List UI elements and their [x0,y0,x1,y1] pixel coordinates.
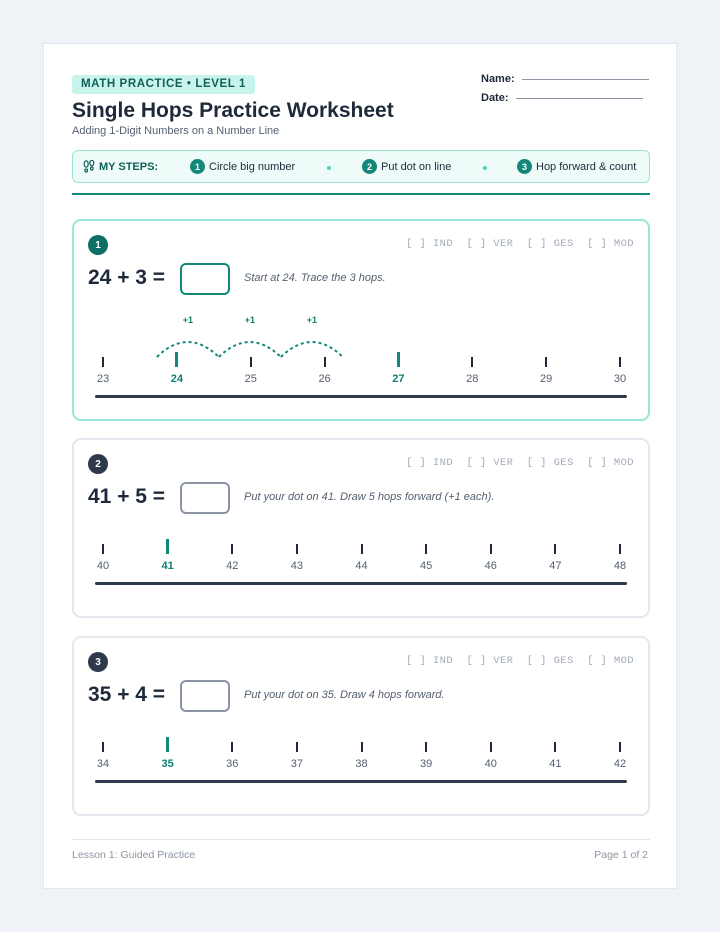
number-line-tick [231,742,233,752]
number-line-label: 24 [170,373,183,385]
number-line-tick [425,742,427,752]
number-line-label: 25 [244,373,257,385]
steps-bar [72,150,650,183]
hop-label: +1 [306,315,317,325]
problem-card-1 [72,219,650,421]
instruction: Put your dot on 41. Draw 5 hops forward (+1 each). [244,491,495,503]
number-line-axis [95,582,627,585]
name-label: Name: [481,73,515,85]
assessment-codes: [ ] IND [ ] VER [ ] GES [ ] MOD [406,655,634,667]
number-line-label: 35 [161,758,174,770]
number-line-label: 29 [540,373,553,385]
number-line-label: 39 [420,758,433,770]
number-line-tick [619,357,621,367]
number-line-label: 43 [290,560,303,572]
problem-card-2 [72,438,650,618]
assessment-codes: [ ] IND [ ] VER [ ] GES [ ] MOD [406,457,634,469]
number-line-label: 41 [161,560,174,572]
number-line-label: 42 [613,758,627,770]
hop-arc [157,342,219,357]
date-label: Date: [481,92,509,104]
footer-right: Page 1 of 2 [594,849,648,861]
number-line-label: 47 [549,560,562,572]
hop-arcs [74,221,652,423]
number-line-tick [361,742,363,752]
number-line-label: 42 [226,560,239,572]
hop-arc [219,342,281,357]
step-3 [517,159,636,174]
instruction: Put your dot on 35. Draw 4 hops forward. [244,689,445,701]
number-line-tick [296,544,298,554]
equation: 35 + 4 = [88,683,166,706]
number-line-tick [471,357,473,367]
number-line-axis [95,780,627,783]
hop-label: +1 [182,315,193,325]
number-line-label: 38 [355,758,368,770]
footprints-icon [83,160,95,173]
number-line-label: 37 [290,758,303,770]
number-line-label: 34 [96,758,110,770]
name-field[interactable] [522,79,649,80]
problem-number-badge: 2 [88,454,108,474]
number-line-label: 23 [96,373,110,385]
step-2 [362,159,451,174]
step-separator [327,166,331,170]
number-line-tick [619,742,621,752]
number-line-tick [296,742,298,752]
number-line-label: 48 [613,560,627,572]
steps-header [83,160,158,173]
answer-box[interactable] [180,680,230,712]
number-line-tick [397,352,400,367]
problem-card-3 [72,636,650,816]
number-line-tick [102,742,104,752]
number-line-tick [554,742,556,752]
number-line-tick [166,539,169,554]
number-line-tick [102,544,104,554]
number-line-tick [175,352,178,367]
number-line-tick [425,544,427,554]
number-line-tick [619,544,621,554]
steps-label: MY STEPS: [99,160,159,173]
number-line-label: 27 [392,373,405,385]
number-line-tick [490,544,492,554]
number-line-tick [231,544,233,554]
footer-divider [72,839,650,840]
header-divider [72,193,650,195]
worksheet-page [43,43,677,889]
number-line-axis [95,395,627,398]
number-line-tick [324,357,326,367]
number-line-label: 40 [96,560,110,572]
page-title: Single Hops Practice Worksheet [72,99,394,122]
number-line-tick [361,544,363,554]
number-line-tick [545,357,547,367]
number-line-label: 41 [549,758,562,770]
level-tag: MATH PRACTICE • LEVEL 1 [72,75,255,94]
step-text: Circle big number [209,160,296,173]
step-number: 2 [362,159,377,174]
step-1 [190,159,295,174]
step-text: Put dot on line [381,160,452,173]
number-line-tick [490,742,492,752]
hop-label: +1 [244,315,255,325]
step-separator [483,166,487,170]
step-text: Hop forward & count [536,160,637,173]
page-subtitle: Adding 1-Digit Numbers on a Number Line [72,125,280,137]
date-field[interactable] [516,98,643,99]
problem-number-badge: 1 [88,235,108,255]
hop-arc [281,342,343,357]
assessment-codes: [ ] IND [ ] VER [ ] GES [ ] MOD [406,238,634,250]
number-line-label: 36 [226,758,239,770]
number-line-tick [250,357,252,367]
problem-number-badge: 3 [88,652,108,672]
number-line-label: 30 [613,373,627,385]
number-line-label: 40 [484,758,497,770]
instruction: Start at 24. Trace the 3 hops. [244,272,386,284]
footer-left: Lesson 1: Guided Practice [72,849,196,861]
number-line-label: 26 [318,373,331,385]
answer-box[interactable] [180,482,230,514]
number-line-label: 44 [355,560,368,572]
equation: 24 + 3 = [88,266,166,289]
number-line-tick [166,737,169,752]
number-line-label: 28 [466,373,479,385]
step-number: 1 [190,159,205,174]
equation: 41 + 5 = [88,485,166,508]
number-line-label: 46 [484,560,497,572]
number-line-label: 45 [420,560,433,572]
number-line-tick [554,544,556,554]
number-line-tick [102,357,104,367]
step-number: 3 [517,159,532,174]
